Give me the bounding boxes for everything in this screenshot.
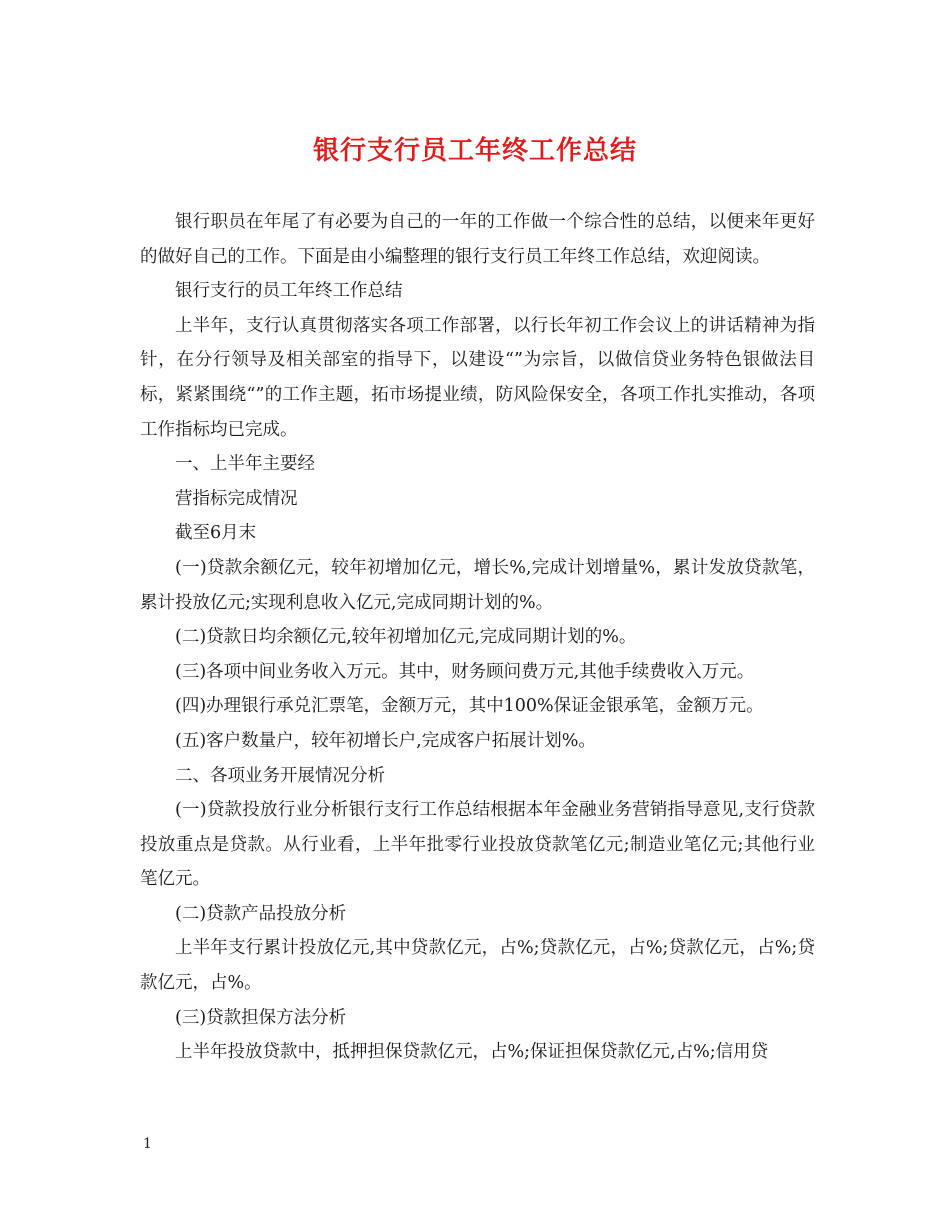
paragraph: 上半年投放贷款中，抵押担保贷款亿元，占%;保证担保贷款亿元,占%;信用贷 [175,1042,769,1063]
page-number: 1 [143,1136,152,1152]
document-body [140,205,815,1070]
list-item: (二)贷款日均余额亿元,较年初增加亿元,完成同期计划的%。 [175,627,637,648]
list-item: (一)贷款余额亿元，较年初增加亿元，增长%,完成计划增量%，累计发放贷款笔，累计投放亿元;实现利息收入亿元,完成同期计划的%。 [140,557,815,613]
paragraph: 银行支行的员工年终工作总结 [175,281,403,302]
list-item: (四)办理银行承兑汇票笔，金额万元，其中100%保证金银承笔，金额万元。 [175,696,764,717]
paragraph: 营指标完成情况 [175,488,298,509]
paragraph: 银行职员在年尾了有必要为自己的一年的工作做一个综合性的总结，以便来年更好的做好自己的工作。下面是由小编整理的银行支行员工年终工作总结，欢迎阅读。 [140,212,815,267]
subsection-heading: (三)贷款担保方法分析 [175,1007,347,1028]
list-item: (三)各项中间业务收入万元。其中，财务顾问费万元,其他手续费收入万元。 [175,661,755,682]
section-heading: 二、各项业务开展情况分析 [175,765,385,786]
document-title: 银行支行员工年终工作总结 [312,136,637,166]
list-item: (一)贷款投放行业分析银行支行工作总结根据本年金融业务营销指导意见,支行贷款投放重点是贷款。从行业看，上半年批零行业投放贷款笔亿元;制造业笔亿元;其他行业笔亿元。 [140,800,815,890]
subsection-heading: (二)贷款产品投放分析 [175,903,347,924]
paragraph: 上半年支行累计投放亿元,其中贷款亿元，占%;贷款亿元，占%;贷款亿元，占%;贷款亿元，占%。 [140,938,815,994]
section-heading: 一、上半年主要经 [175,454,315,475]
list-item: (五)客户数量户，较年初增长户,完成客户拓展计划%。 [175,730,596,751]
paragraph: 截至6月末 [175,523,257,544]
paragraph: 上半年，支行认真贯彻落实各项工作部署，以行长年初工作会议上的讲话精神为指针，在分行领导及相关部室的指导下，以建设“”为宗旨，以做信贷业务特色银做法目标，紧紧围绕“”的工作主题，拓市场提业绩，防风险保安全，各项工作扎实推动，各项工作指标均已完成。 [140,315,815,440]
